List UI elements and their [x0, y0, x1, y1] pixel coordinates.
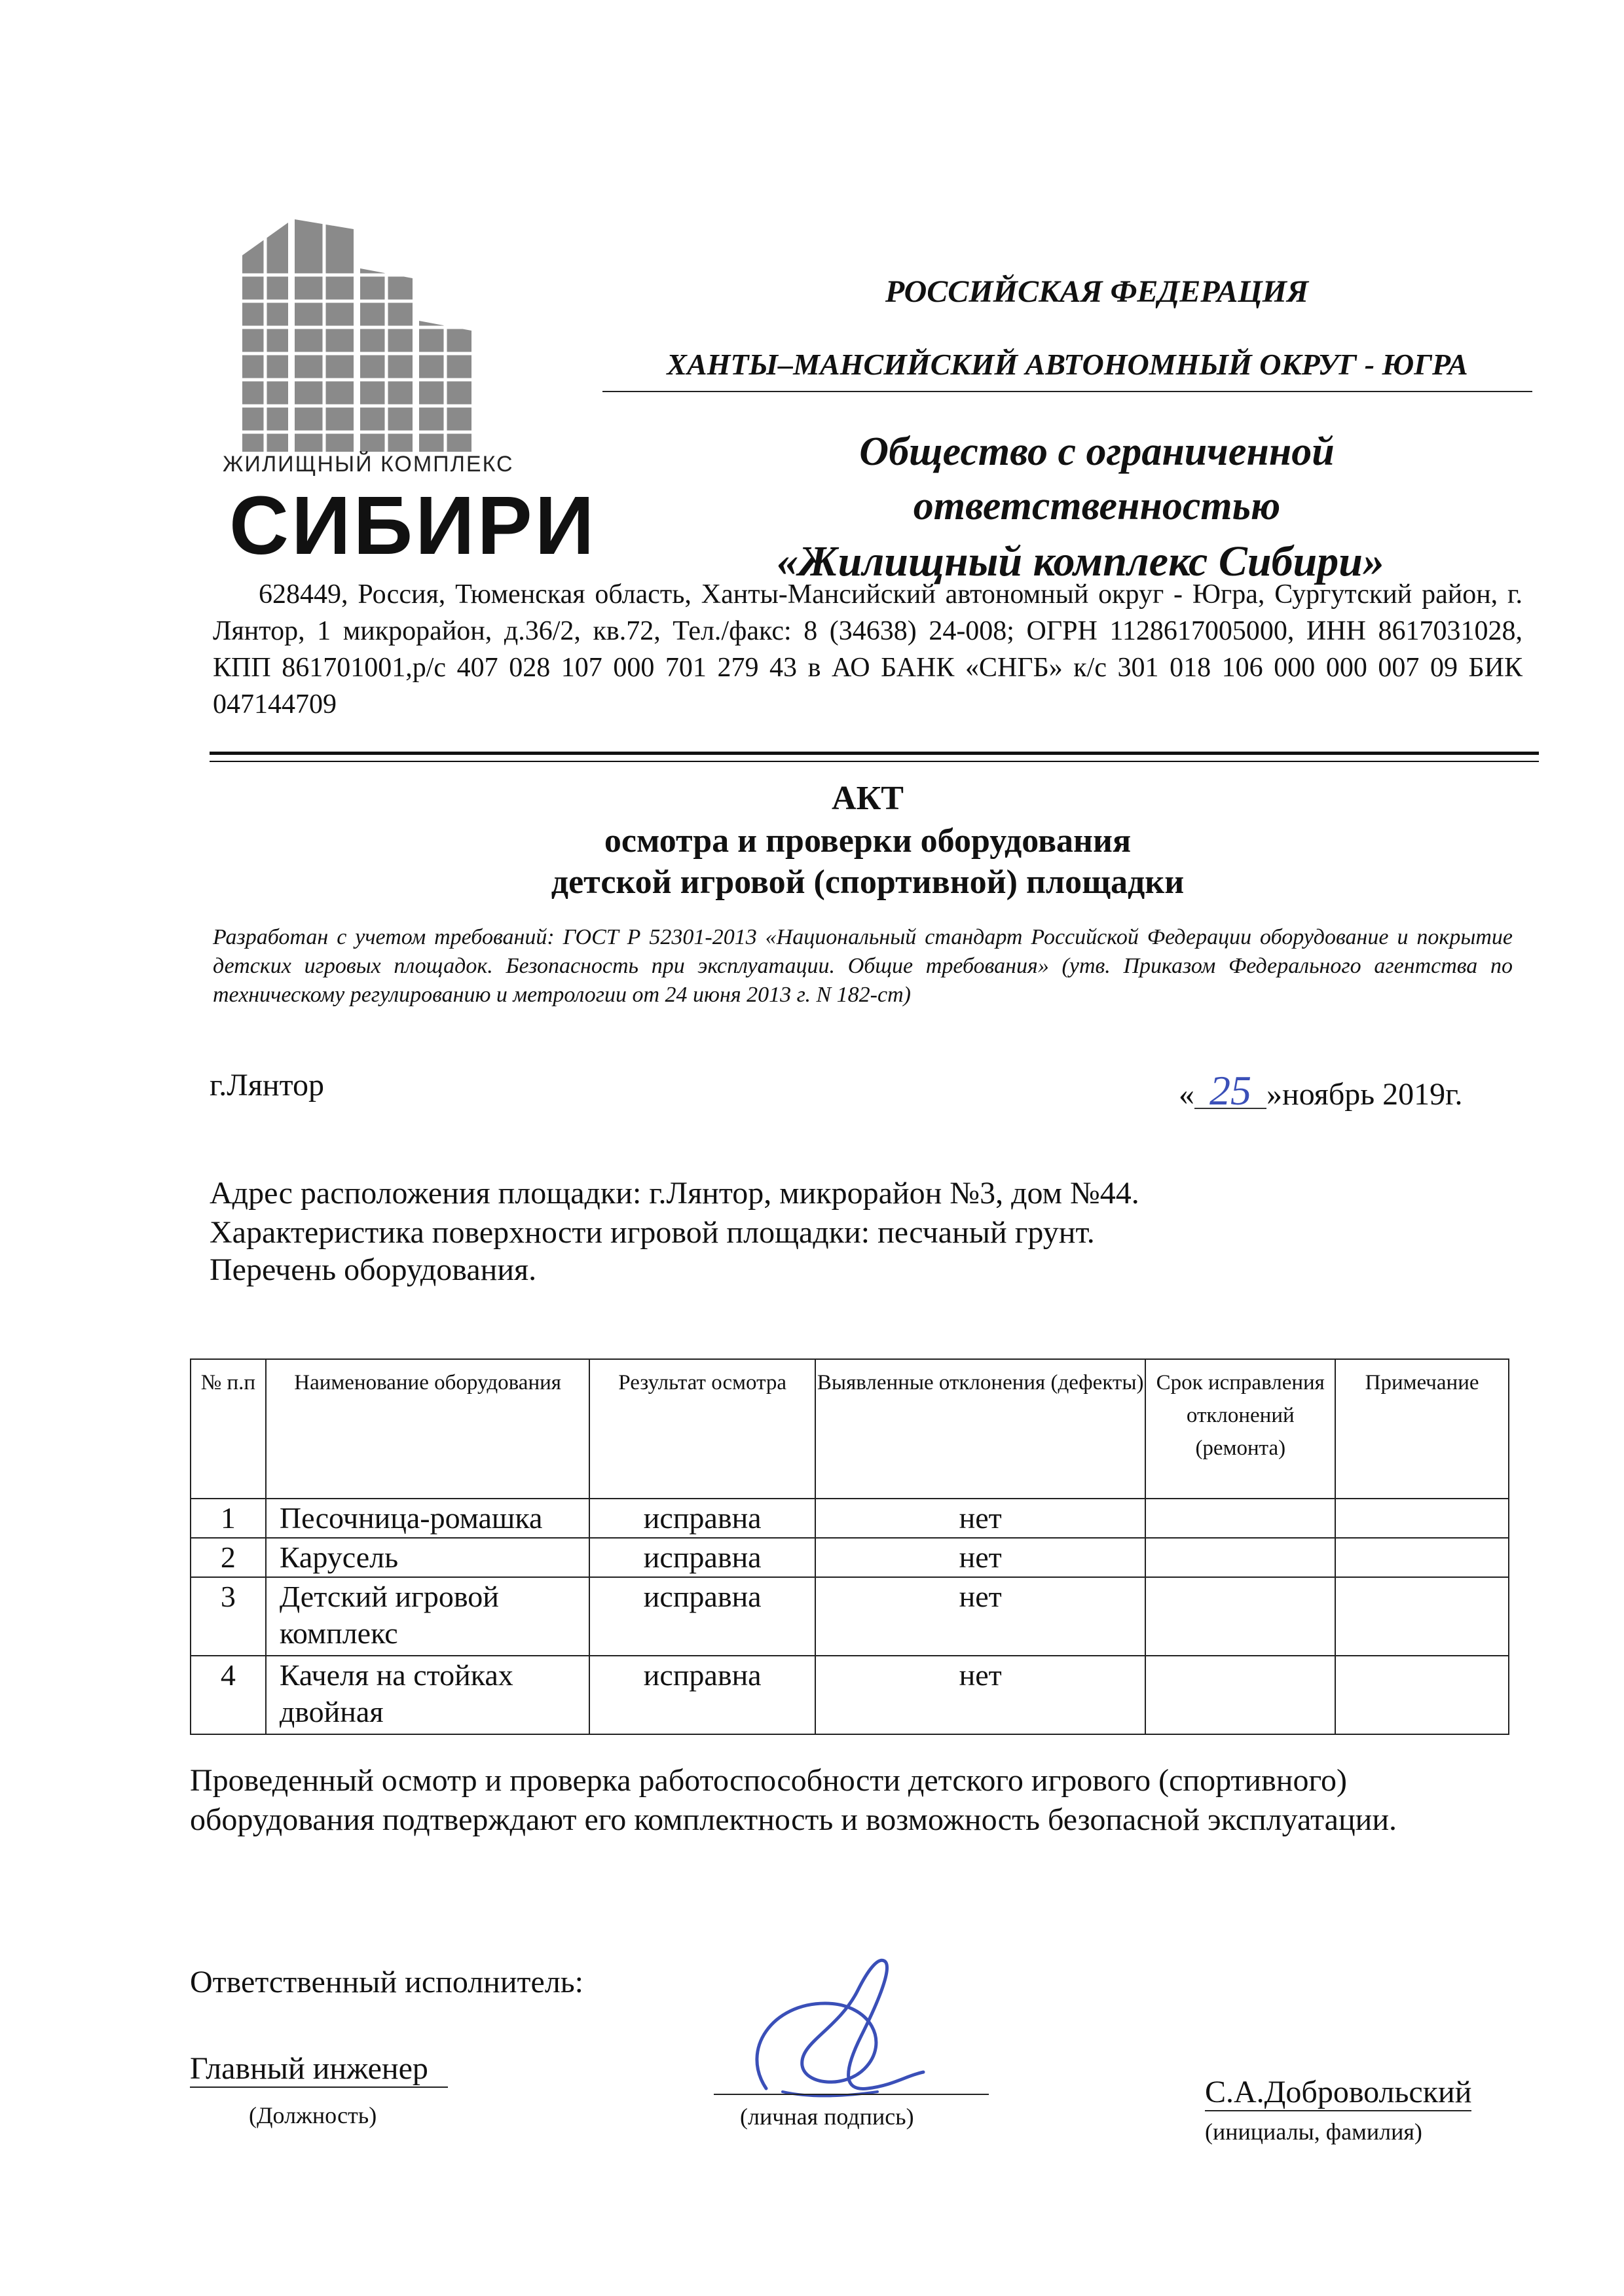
date-month-year: »ноябрь 2019г.: [1266, 1077, 1463, 1112]
date-day: 25: [1194, 1074, 1266, 1109]
header-region: ХАНТЫ–МАНСИЙСКИЙ АВТОНОМНЫЙ ОКРУГ - ЮГРА: [667, 348, 1468, 381]
defects: нет: [815, 1577, 1145, 1656]
org-address: 628449, Россия, Тюменская область, Ханты-Мансийский автономный округ - Югра, Сургутский район, г. Лянтор, 1 микрорайон, д.36/2, кв.72, Тел./факс: 8 (34638) 24-008; ОГРН 1128617005000, ИНН 8617031028, КПП 861701001,р/с 407 028 107 000 701 279 43 в АО БАНК «СНГБ» к/с 301 018 106 000 000 007 09 БИК 047144709: [213, 579, 1522, 720]
position-caption: (Должность): [249, 2102, 377, 2128]
inspection-result: исправна: [589, 1499, 815, 1538]
site-address: Адрес расположения площадки: г.Лянтор, микрорайон №3, дом №44.: [210, 1176, 1139, 1211]
table-row: [191, 1538, 1509, 1577]
company-logo: [196, 216, 597, 572]
inspection-result: исправна: [589, 1656, 815, 1734]
equipment-table: [190, 1358, 1509, 1735]
defects: нет: [815, 1656, 1145, 1734]
signer-name: С.А.Добровольский: [1205, 2074, 1471, 2111]
table-row: [191, 1499, 1509, 1538]
header-country: РОССИЙСКАЯ ФЕДЕРАЦИЯ: [885, 274, 1309, 309]
note: [1335, 1499, 1509, 1538]
signature-caption: (личная подпись): [740, 2104, 914, 2130]
col-header-defects: Выявленные отклонения (дефекты): [815, 1359, 1145, 1499]
equipment-name: Песочница-ромашка: [266, 1499, 590, 1538]
repair-deadline: [1145, 1499, 1335, 1538]
equipment-name: Детский игровой комплекс: [266, 1577, 590, 1656]
handwritten-signature: [727, 1958, 936, 2128]
col-header-result: Результат осмотра: [589, 1359, 815, 1499]
inspection-result: исправна: [589, 1538, 815, 1577]
repair-deadline: [1145, 1656, 1335, 1734]
defects: нет: [815, 1499, 1145, 1538]
repair-deadline: [1145, 1577, 1335, 1656]
header-separator-thin: [210, 761, 1539, 762]
surface-description: Характеристика поверхности игровой площадки: песчаный грунт.: [210, 1215, 1095, 1250]
city: г.Лянтор: [210, 1068, 324, 1102]
logo-caption: ЖИЛИЩНЫЙ КОМПЛЕКС: [223, 452, 514, 477]
signature-line: [714, 2094, 989, 2095]
row-number: 1: [191, 1499, 266, 1538]
row-number: 3: [191, 1577, 266, 1656]
header-separator-thick: [210, 752, 1539, 755]
responsible-label: Ответственный исполнитель:: [190, 1965, 584, 1999]
document-title: АКТ: [832, 780, 904, 817]
document-subtitle-line1: осмотра и проверки оборудования: [604, 822, 1132, 860]
building-graphic: [196, 216, 589, 478]
note: [1335, 1656, 1509, 1734]
equipment-list-label: Перечень оборудования.: [210, 1252, 537, 1287]
document-date: [1179, 1067, 1463, 1114]
col-header-note: Примечание: [1335, 1359, 1509, 1499]
position-value: Главный инженер: [190, 2050, 448, 2088]
org-name-line2: ответственностью: [913, 484, 1281, 528]
table-row: [191, 1656, 1509, 1734]
standard-basis-note: Разработан с учетом требований: ГОСТ Р 52301-2013 «Национальный стандарт Российской Федерации оборудование и покрытие детских игровых площадок. Безопасность при эксплуатации. Общие требования» (утв. Приказом Федерального агентства по техническому регулированию и метрологии от 24 июня 2013 г. N 182-ст): [213, 925, 1513, 1007]
equipment-name: Карусель: [266, 1538, 590, 1577]
equipment-name: Качеля на стойках двойная: [266, 1656, 590, 1734]
inspection-result: исправна: [589, 1577, 815, 1656]
logo-brand: СИБИРИ: [229, 479, 597, 572]
org-name-line3: «Жилищный комплекс Сибири»: [777, 538, 1384, 585]
note: [1335, 1538, 1509, 1577]
row-number: 4: [191, 1656, 266, 1734]
date-open-quote: «: [1179, 1077, 1194, 1112]
note: [1335, 1577, 1509, 1656]
signer-name-caption: (инициалы, фамилия): [1205, 2119, 1422, 2145]
defects: нет: [815, 1538, 1145, 1577]
document-subtitle-line2: детской игровой (спортивной) площадки: [551, 864, 1185, 901]
header-region-underline: [602, 391, 1532, 392]
col-header-number: № п.п: [191, 1359, 266, 1499]
col-header-name: Наименование оборудования: [266, 1359, 590, 1499]
table-row: [191, 1577, 1509, 1656]
repair-deadline: [1145, 1538, 1335, 1577]
table-header-row: [191, 1359, 1509, 1499]
org-name-line1: Общество с ограниченной: [859, 429, 1335, 474]
row-number: 2: [191, 1538, 266, 1577]
col-header-deadline: Срок исправления отклонений (ремонта): [1145, 1359, 1335, 1499]
conclusion-text: Проведенный осмотр и проверка работоспособности детского игрового (спортивного) оборудования подтверждают его комплектность и возможность безопасной эксплуатации.: [190, 1763, 1397, 1837]
